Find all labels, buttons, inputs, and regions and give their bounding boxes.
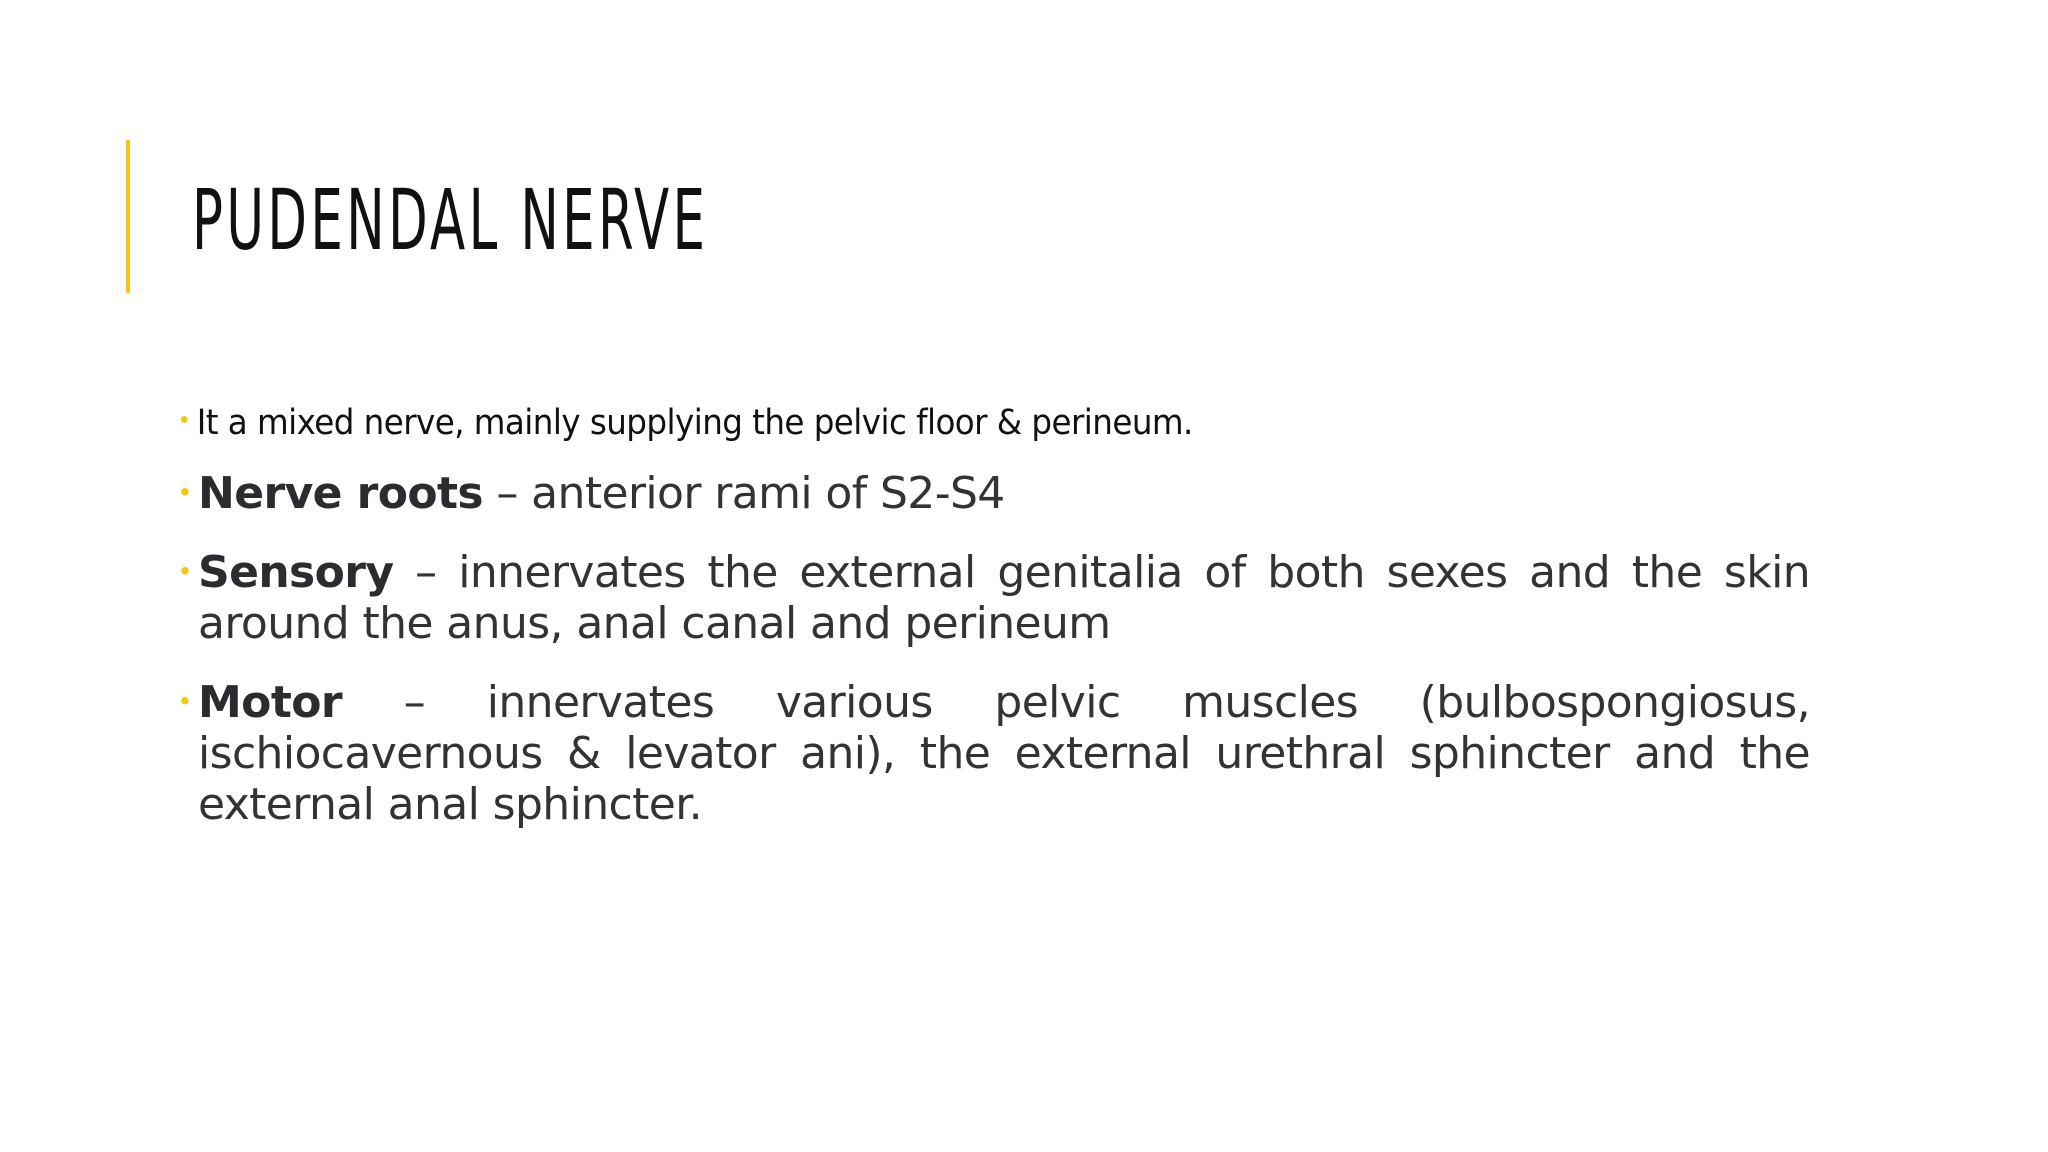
bullet-dot-icon: • <box>180 476 190 507</box>
bullet-text: – anterior rami of S2-S4 <box>483 468 1005 519</box>
title-accent-bar <box>126 140 130 293</box>
slide-body <box>180 398 1810 858</box>
bullet-heading: Nerve roots <box>198 468 483 519</box>
bullet-item <box>180 677 1810 830</box>
bullet-heading: Sensory <box>198 547 394 598</box>
bullet-text: It a mixed nerve, mainly supplying the pelvic floor & perineum. <box>196 403 1193 443</box>
bullet-dot-icon: • <box>180 555 190 586</box>
bullet-heading: Motor <box>198 677 342 728</box>
bullet-content <box>198 547 1810 649</box>
bullet-item <box>180 398 1696 448</box>
bullet-item <box>180 547 1810 649</box>
bullet-content <box>198 468 1810 519</box>
bullet-item <box>180 468 1810 519</box>
bullet-dot-icon: • <box>180 685 190 716</box>
slide-title: PUDENDAL NERVE <box>192 171 709 269</box>
bullet-dot-icon: • <box>180 404 189 434</box>
bullet-text: – innervates the external genitalia of both sexes and the skin around the anus, anal canal and perineum <box>198 547 1810 649</box>
bullet-content <box>198 677 1810 830</box>
bullet-text: – innervates various pelvic muscles (bulbospongiosus, ischiocavernous & levator ani), the external urethral sphincter and the external anal sphincter. <box>198 677 1810 830</box>
